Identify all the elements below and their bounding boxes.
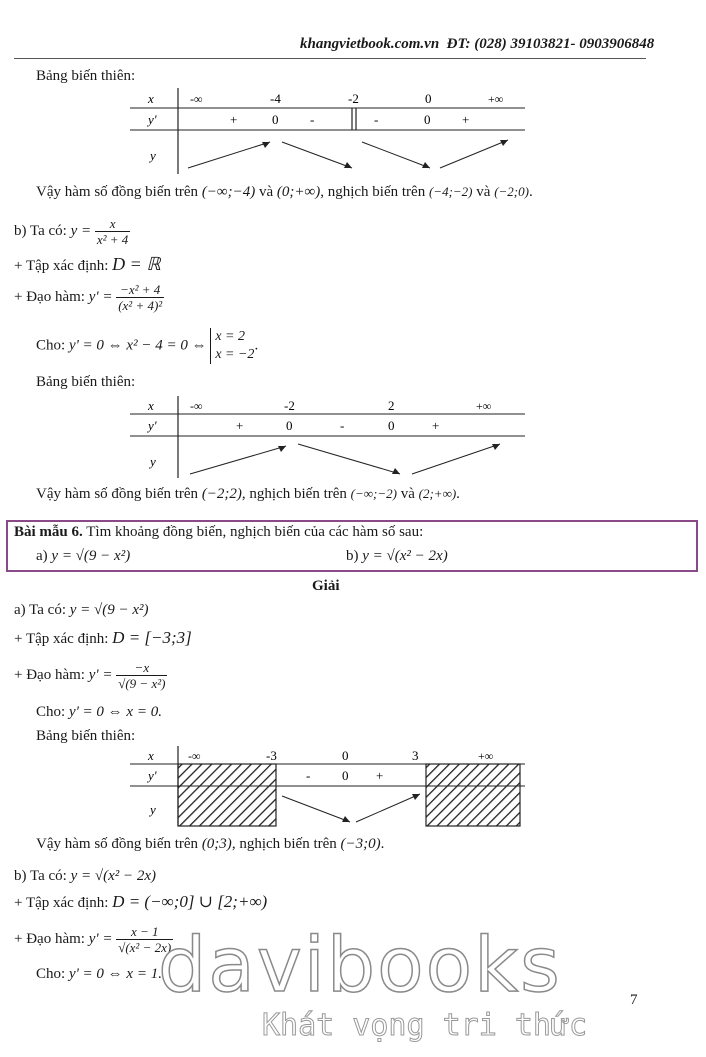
sa-fn: y = √(9 − x²) [69,602,149,618]
variation-table-1 [130,88,530,178]
sol-a-domain [14,628,192,648]
t2-x-label: x [148,398,154,413]
sol-a-intro [14,602,149,619]
t3-x-5: +∞ [478,749,494,763]
pb-deriv-label: + Đạo hàm: [14,288,89,305]
t1-x-2: -4 [270,91,281,106]
ex6-prompt: Tìm khoảng đồng biến, nghịch biến của các hàm số sau: [86,524,424,540]
sb-deriv-lhs: y' = [88,930,113,947]
sol-a-cho [36,704,162,721]
c3-pre: Vậy hàm số đồng biến trên [36,836,202,852]
pb-fn-den: x² + 4 [96,232,129,247]
c1-i2: (0;+∞) [276,184,321,200]
sb-domain-label: + Tập xác định: [14,895,113,911]
c2-i1: (−2;2) [201,486,242,502]
c3-i1: (0;3) [201,836,232,852]
watermark-slogan: Khát vọng tri thức [262,1008,588,1043]
t2-x-2: -2 [284,398,295,413]
t1-yp-3: - [310,112,315,127]
sa-cho-label: Cho: [36,704,69,720]
t2-yp-1: + [236,418,244,433]
page-header [300,36,654,53]
c2-mid: , nghịch biến trên [241,486,351,502]
sa-deriv-den: √(9 − x²) [118,676,166,691]
t3-x-2: -3 [266,748,277,763]
solution-title: Giải [312,578,340,594]
t1-x-4: 0 [425,91,432,106]
t2-yp-4: 0 [388,418,395,433]
t1-x-3: -2 [348,91,359,106]
sa-intro: a) Ta có: [14,602,70,618]
ex6-part-b [346,548,448,565]
header-site: khangvietbook.com.vn [300,36,440,52]
page-number: 7 [630,992,638,1008]
ex6-title: Bài mẫu 6. [14,524,83,540]
sa-deriv-frac [116,660,167,691]
t3-x-4: 3 [412,748,419,763]
c2-and: và [396,486,419,502]
t3-y-label: y [150,802,156,817]
t1-x-5: +∞ [488,92,504,106]
pb-domain-val: D = ℝ [112,254,161,274]
sol-b-cho [36,966,162,983]
sol-b-domain [14,892,267,912]
pb-domain [14,254,161,275]
c2-i3: (2;+∞) [418,486,457,501]
sb-domain-val: D = (−∞;0] ∪ [2;+∞) [112,892,268,911]
t3-hatch-left [178,764,276,826]
pb-deriv-lhs: y' = [88,288,113,305]
conclusion-2 [36,486,460,503]
pb-cho-expr: y' = 0 ⇔ x² − 4 = 0 ⇔ [68,337,207,354]
pb-derivative [14,282,164,313]
c1-i1: (−∞;−4) [201,184,256,200]
part-b-intro [14,216,130,247]
t1-yp-label: y' [148,112,157,127]
c2-i2: (−∞;−2) [350,486,397,501]
pb-intro: b) Ta có: [14,222,71,239]
c1-i3: (−4;−2) [428,184,473,199]
sa-deriv-num: −x [116,660,167,676]
t1-yp-1: + [230,112,238,127]
t2-yp-2: 0 [286,418,293,433]
pb-domain-label: + Tập xác định: [14,258,113,274]
t2-y-label: y [150,454,156,469]
t3-yp-2: 0 [342,768,349,783]
pb-deriv-frac [116,282,164,313]
ex6-b-label: b) [346,548,363,564]
sb-deriv-den: √(x² − 2x) [118,940,172,955]
t2-yp-3: - [340,418,345,433]
pb-fn-lhs: y = [70,222,92,239]
sa-domain-val: D = [−3;3] [112,628,192,647]
sb-deriv-num: x − 1 [116,924,173,940]
t1-yp-6: + [462,112,470,127]
t3-x-3: 0 [342,748,349,763]
t3-yp-3: + [376,768,384,783]
watermark-brand: davibooks [158,920,562,1009]
pb-cho [36,328,258,364]
sol-b-intro [14,868,156,885]
pb-cho-sol2: x = −2 [215,347,255,362]
table-label-1: Bảng biến thiên: [36,68,136,84]
t1-yp-4: - [374,112,379,127]
sb-fn: y = √(x² − 2x) [70,868,157,884]
conclusion-1 [36,184,533,201]
t1-y-label: y [150,148,156,163]
pb-cho-sol1: x = 2 [215,329,245,344]
variation-table-2 [130,396,530,482]
pb-fn-frac [95,216,130,247]
sb-cho-label: Cho: [36,966,69,982]
c1-end: . [528,184,533,200]
pb-fn-num: x [95,216,130,232]
c1-and: và [472,184,495,200]
t2-yp-label: y' [148,418,157,433]
t2-x-1: -∞ [190,399,203,413]
t2-x-3: 2 [388,398,395,413]
t2-yp-5: + [432,418,440,433]
table-label-3: Bảng biến thiên: [36,728,136,744]
c1-mid2: , nghịch biến trên [320,184,429,200]
pb-deriv-den: (x² + 4)² [118,298,163,313]
sa-domain-label: + Tập xác định: [14,631,113,647]
ex6-b-fn: y = √(x² − 2x) [362,548,448,564]
c1-pre: Vậy hàm số đồng biến trên [36,184,202,200]
c3-mid: , nghịch biến trên [231,836,341,852]
t3-yp-label: y' [148,768,157,783]
pb-deriv-num: −x² + 4 [116,282,164,298]
example-6-heading [14,524,423,541]
t3-hatch-right [426,764,520,826]
pb-cho-end: . [254,337,259,354]
sol-b-deriv [14,924,173,955]
t1-x-label: x [148,91,154,106]
c3-end: . [380,836,385,852]
t3-yp-1: - [306,768,311,783]
table-label-2: Bảng biến thiên: [36,374,136,390]
c2-pre: Vậy hàm số đồng biến trên [36,486,202,502]
ex6-part-a [36,548,130,565]
sol-a-deriv [14,660,167,691]
t3-x-label: x [148,748,154,763]
pb-cho-label: Cho: [36,337,69,354]
sa-deriv-lhs: y' = [88,666,113,683]
header-phone: ĐT: (028) 39103821- 0903906848 [446,36,655,52]
conclusion-3 [36,836,384,853]
c3-i2: (−3;0) [340,836,381,852]
variation-table-3 [130,746,530,830]
ex6-a-fn: y = √(9 − x²) [51,548,131,564]
t2-x-4: +∞ [476,399,492,413]
header-rule [14,58,646,59]
ex6-a-label: a) [36,548,52,564]
c2-end: . [456,486,460,502]
c1-mid: và [255,184,277,200]
t1-yp-5: 0 [424,112,431,127]
t3-x-1: -∞ [188,749,201,763]
sb-cho-expr: y' = 0 ⇔ x = 1. [68,966,162,982]
sa-cho-expr: y' = 0 ⇔ x = 0. [68,704,162,720]
sb-intro: b) Ta có: [14,868,71,884]
c1-i4: (−2;0) [494,184,529,199]
t1-yp-2: 0 [272,112,279,127]
sa-deriv-label: + Đạo hàm: [14,666,89,683]
sb-deriv-label: + Đạo hàm: [14,930,89,947]
t1-x-1: -∞ [190,92,203,106]
pb-cho-system [210,328,254,364]
